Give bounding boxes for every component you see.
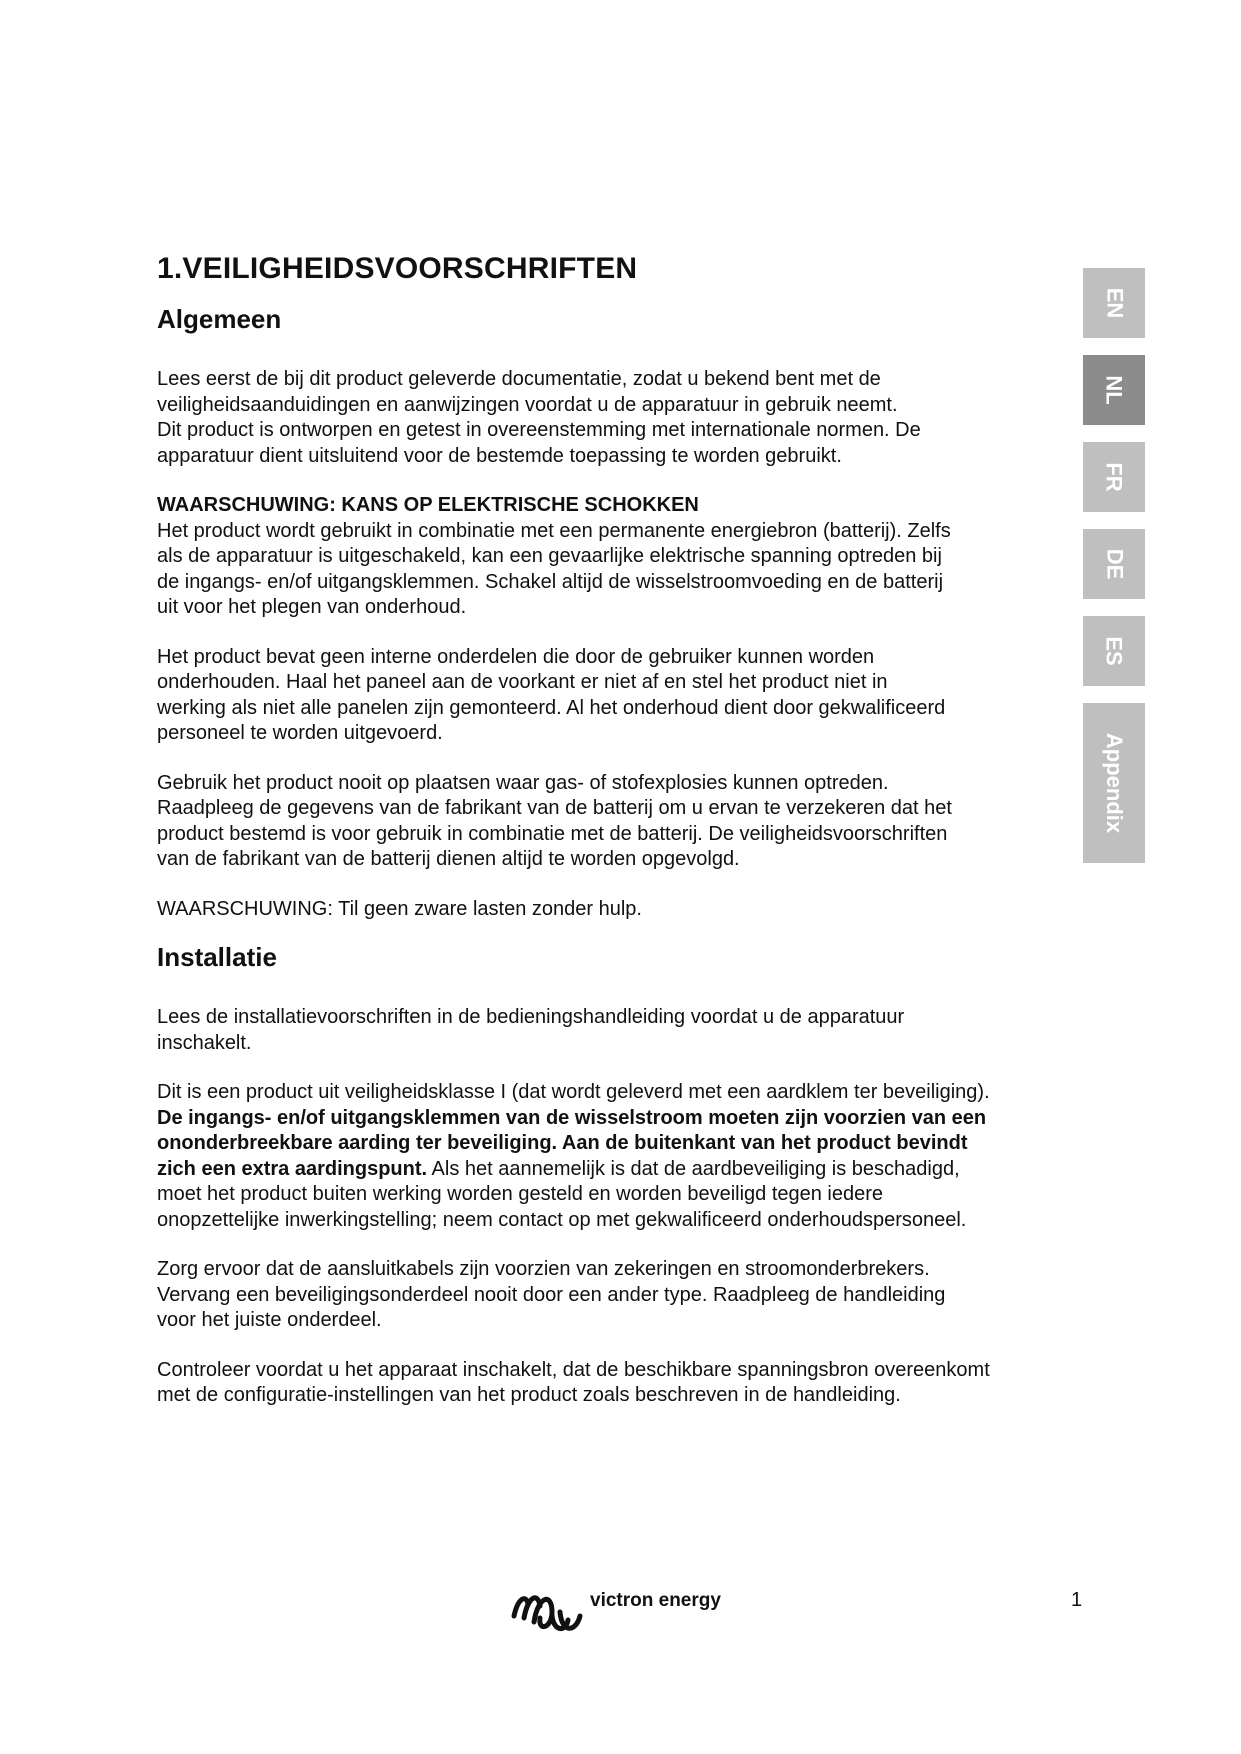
text-line: apparatuur dient uitsluitend voor de bestemde toepassing te worden gebruikt. — [157, 444, 842, 467]
text-line: WAARSCHUWING: Til geen zware lasten zonder hulp. — [157, 897, 642, 920]
text-line: als de apparatuur is uitgeschakeld, kan een gevaarlijke elektrische spanning optreden bij — [157, 545, 942, 567]
section-heading-algemeen: Algemeen — [157, 304, 282, 334]
tab-appendix[interactable] — [1083, 703, 1145, 863]
victron-energy-logo — [508, 1582, 728, 1642]
tab-label: DE — [1102, 548, 1127, 580]
tab-label: NL — [1101, 375, 1127, 405]
text-line: Raadpleeg de gegevens van de fabrikant van de batterij om u ervan te verzekeren dat het — [157, 797, 952, 819]
paragraph-maintenance — [157, 645, 1097, 747]
text-line: Dit is een product uit veiligheidsklasse I (dat wordt geleverd met een aardklem ter beveiliging). — [157, 1081, 990, 1103]
tab-label: ES — [1101, 636, 1127, 666]
page-number: 1 — [1071, 1589, 1083, 1611]
paragraph-installation-intro — [157, 1005, 1097, 1056]
tab-label: Appendix — [1102, 732, 1128, 834]
tab-en[interactable] — [1083, 268, 1145, 338]
text-line: inschakelt. — [157, 1031, 252, 1054]
paragraph-fuses — [157, 1257, 1097, 1334]
document-body — [157, 252, 1097, 1433]
text-line: Dit product is ontworpen en getest in overeenstemming met internationale normen. De — [157, 419, 921, 441]
text-fragment: Als het aannemelijk is dat de aardbeveiliging is beschadigd, — [427, 1157, 960, 1180]
text-line: veiligheidsaanduidingen en aanwijzingen voordat u de apparatuur in gebruik neemt. — [157, 393, 898, 416]
text-line: Lees de installatievoorschriften in de bedieningshandleiding voordat u de apparatuur — [157, 1006, 905, 1028]
paragraph-algemeen-intro — [157, 367, 1097, 469]
tab-label: EN — [1102, 287, 1127, 319]
victron-logo-icon — [508, 1582, 588, 1642]
tab-fr[interactable] — [1083, 442, 1145, 512]
paragraph-warning-shock — [157, 493, 1097, 621]
paragraph-voltage-check — [157, 1358, 1097, 1409]
bold-fragment: zich een extra aardingspunt. — [157, 1157, 428, 1180]
tab-label: FR — [1101, 462, 1127, 492]
text-line-mixed — [157, 1157, 1097, 1183]
text-line: Controleer voordat u het apparaat inschakelt, dat de beschikbare spanningsbron overeenkomt — [157, 1358, 990, 1381]
paragraph-heavy-loads — [157, 897, 1097, 923]
tab-de[interactable] — [1083, 529, 1145, 599]
text-line: personeel te worden uitgevoerd. — [157, 722, 443, 744]
logo-text: victron energy — [590, 1590, 721, 1611]
text-line: product bestemd is voor gebruik in combinatie met de batterij. De veiligheidsvoorschriften — [157, 822, 948, 845]
tab-nl[interactable] — [1083, 355, 1145, 425]
text-line: Zorg ervoor dat de aansluitkabels zijn voorzien van zekeringen en stroomonderbrekers. — [157, 1258, 930, 1280]
text-line-bold: De ingangs- en/of uitgangsklemmen van de wisselstroom moeten zijn voorzien van een — [157, 1106, 987, 1129]
paragraph-safety-class — [157, 1080, 1097, 1233]
page-title: 1.VEILIGHEIDSVOORSCHRIFTEN — [157, 252, 638, 285]
text-line: Gebruik het product nooit op plaatsen waar gas- of stofexplosies kunnen optreden. — [157, 771, 889, 794]
text-line: onopzettelijke inwerkingstelling; neem contact op met gekwalificeerd onderhoudspersoneel. — [157, 1208, 967, 1231]
text-line: onderhouden. Haal het paneel aan de voorkant er niet af en stel het product niet in — [157, 671, 888, 693]
section-heading-installatie: Installatie — [157, 942, 277, 972]
text-line-bold: ononderbreekbare aarding ter beveiliging. Aan de buitenkant van het product bevindt — [157, 1132, 968, 1154]
tab-es[interactable] — [1083, 616, 1145, 686]
text-line: de ingangs- en/of uitgangsklemmen. Schakel altijd de wisselstroomvoeding en de batterij — [157, 570, 944, 593]
text-line: Het product bevat geen interne onderdelen die door de gebruiker kunnen worden — [157, 645, 875, 668]
text-line: Vervang een beveiligingsonderdeel nooit door een ander type. Raadpleeg de handleiding — [157, 1283, 946, 1306]
text-line: met de configuratie-instellingen van het product zoals beschreven in de handleiding. — [157, 1384, 901, 1406]
text-line: uit voor het plegen van onderhoud. — [157, 596, 467, 618]
text-line: Lees eerst de bij dit product geleverde documentatie, zodat u bekend bent met de — [157, 368, 881, 390]
text-line: moet het product buiten werking worden gesteld en worden beveiligd tegen iedere — [157, 1183, 884, 1205]
warning-heading: WAARSCHUWING: KANS OP ELEKTRISCHE SCHOKKEN — [157, 494, 699, 516]
text-line: werking als niet alle panelen zijn gemonteerd. Al het onderhoud dient door gekwalificeerd — [157, 696, 946, 719]
text-line: van de fabrikant van de batterij dienen altijd te worden opgevolgd. — [157, 848, 740, 870]
text-line: voor het juiste onderdeel. — [157, 1309, 382, 1331]
text-line: Het product wordt gebruikt in combinatie met een permanente energiebron (batterij). Zelfs — [157, 519, 951, 542]
paragraph-explosion — [157, 771, 1097, 873]
